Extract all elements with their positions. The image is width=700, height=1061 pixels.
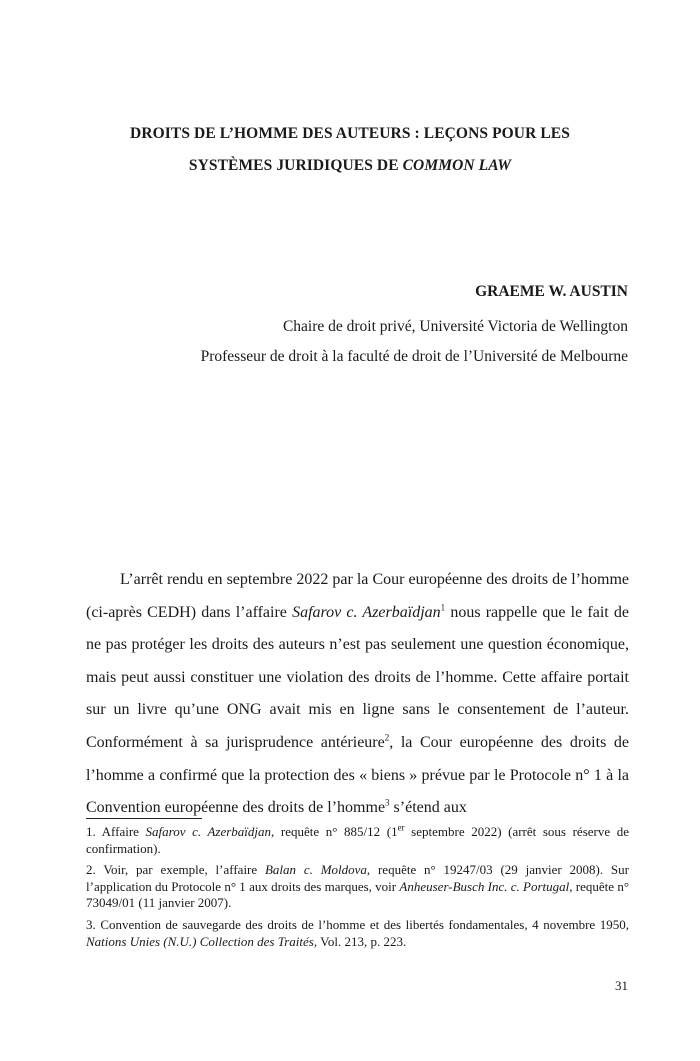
author-block bbox=[201, 281, 628, 372]
footnote-ref-2[interactable]: 2 bbox=[384, 732, 390, 743]
body-text-2: nous rappelle que le fait de ne pas protéger les droits des auteurs n’est pas seulement une question économique, mais peut aussi constituer une violation des droits de l’homme. Cette affaire portait sur un livre qu’une ONG avait mis en ligne sans le consentement de l’auteur. Conformément à sa jurisprudence antérieure bbox=[86, 603, 629, 751]
footnote-3 bbox=[86, 917, 629, 950]
fn2-case-2: Anheuser-Busch Inc. c. Portugal bbox=[399, 878, 570, 894]
body-paragraph bbox=[86, 564, 629, 825]
case-name-safarov: Safarov c. Azerbaïdjan bbox=[292, 603, 441, 621]
title-line-2-text: SYSTÈMES JURIDIQUES DE bbox=[188, 157, 403, 174]
footnotes bbox=[86, 824, 629, 955]
footnote-ref-3[interactable]: 3 bbox=[385, 797, 390, 808]
footnote-ref-1[interactable]: 1 bbox=[440, 602, 446, 613]
author-name: GRAEME W. AUSTIN bbox=[475, 283, 628, 300]
fn3-text-a: 3. Convention de sauvegarde des droits de l’homme et des libertés fondamentales, 4 novembre 1950, bbox=[86, 916, 629, 932]
fn1-ordinal: er bbox=[397, 822, 405, 833]
fn1-case: Safarov c. Azerbaïdjan bbox=[145, 824, 272, 839]
fn1-text-b: , requête n° 885/12 (1 bbox=[271, 824, 398, 839]
article-title bbox=[60, 118, 640, 182]
body-text-1: L’arrêt rendu en septembre 2022 par la Cour européenne des droits de l’homme (ci-après CEDH) dans l’affaire bbox=[86, 571, 629, 621]
title-common-law: COMMON LAW bbox=[402, 157, 512, 174]
title-line-1: DROITS DE L’HOMME DES AUTEURS : LEÇONS POUR LES bbox=[130, 125, 570, 142]
body-text-3: , la Cour européenne des droits de l’homme a confirmé que la protection des « biens » prévue par le Protocole n° 1 à la Convention européenne des droits de l’homme bbox=[86, 733, 629, 817]
fn3-text-b: , Vol. 213, p. 223. bbox=[313, 933, 407, 949]
fn2-text-c: , requête n° 73049/01 (11 janvier 2007). bbox=[86, 878, 630, 911]
fn2-case-1: Balan c. Moldova bbox=[264, 862, 367, 878]
title-line-2 bbox=[60, 150, 640, 182]
fn1-text-a: 1. Affaire bbox=[86, 824, 146, 839]
page-number: 31 bbox=[615, 978, 628, 993]
body-text-4: s’étend aux bbox=[389, 799, 467, 817]
footnote-divider bbox=[86, 818, 202, 819]
author-affiliation-1: Chaire de droit privé, Université Victoria de Wellington bbox=[282, 318, 628, 335]
author-affiliation-2: Professeur de droit à la faculté de droit de l’Université de Melbourne bbox=[200, 348, 628, 365]
fn1-text-c: septembre 2022) (arrêt sous réserve de confirmation). bbox=[86, 824, 629, 856]
footnote-2 bbox=[86, 862, 629, 912]
fn3-publication: Nations Unies (N.U.) Collection des Traités bbox=[86, 933, 314, 949]
fn2-text-a: 2. Voir, par exemple, l’affaire bbox=[86, 862, 265, 878]
fn2-text-b: , requête n° 19247/03 (29 janvier 2008). Sur l’application du Protocole n° 1 aux droits des marques, voir bbox=[86, 862, 629, 894]
footnote-1 bbox=[86, 824, 629, 857]
